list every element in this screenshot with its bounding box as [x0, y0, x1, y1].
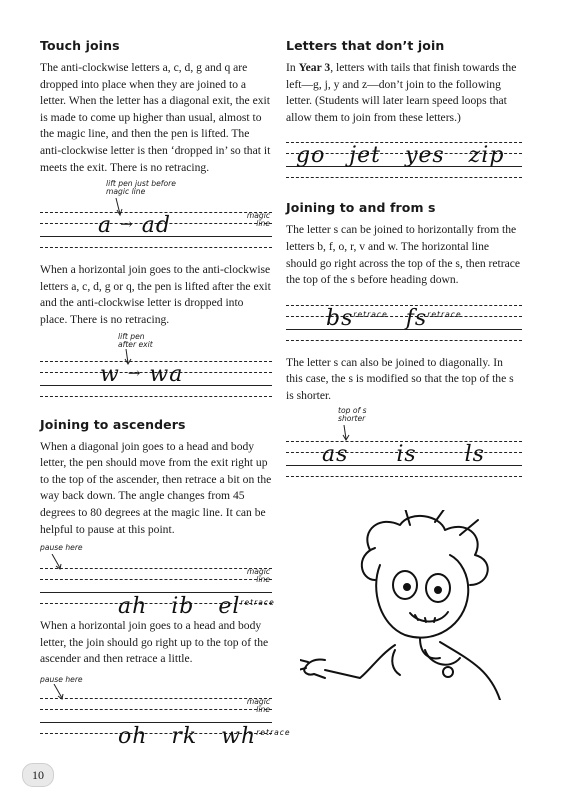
- right-arrow-icon: →: [120, 215, 134, 234]
- rule-line: [286, 340, 522, 341]
- from-s-heading: Joining to and from s: [286, 200, 436, 216]
- left-column: [40, 38, 291, 750]
- dont-join-heading: Letters that don’t join: [286, 38, 445, 53]
- page-number: 10: [22, 763, 54, 787]
- touch-joins-text-2: When a horizontal join goes to the anti-clockwise letters a, c, d, g or q, the pen is lifted after the exit and the anti-clockwise letter is dropped into place. There is no retracing.: [40, 263, 271, 326]
- pause-here-note: pause here: [40, 674, 83, 684]
- pause-here-note: pause here: [40, 543, 83, 553]
- dont-join-example: [286, 136, 522, 180]
- lift-pen-note: lift pen just before magic line: [106, 179, 176, 197]
- cartoon-character-illustration: [300, 510, 530, 700]
- touch-joins-text: The anti-clockwise letters a, c, d, g and q are dropped into place when they are joined to a letter. When the letter has a diagonal exit, the exit is made to come up higher than usual, almost to the magic line, and then the pen is lifted. The anti-clockwise letter is then ‘dropped in’ so that it meets the exit. There is no retracing.: [40, 61, 271, 174]
- retrace-label: retrace: [353, 309, 388, 319]
- from-s-example-1: [286, 299, 522, 343]
- example-letters: [98, 213, 171, 238]
- example-words: [54, 569, 275, 644]
- example-letters: [100, 362, 183, 387]
- retrace-label: retrace: [427, 309, 462, 319]
- touch-joins-section: [40, 38, 272, 399]
- dont-join-text-pre: In: [286, 61, 299, 74]
- magic-line-label: magic line: [246, 211, 270, 229]
- magic-line-label: magic line: [246, 567, 270, 585]
- example-words-text: ah ib el: [117, 594, 241, 620]
- touch-join-example-2: [40, 331, 272, 399]
- right-arrow-icon: →: [127, 363, 142, 382]
- dont-join-text: [286, 60, 522, 126]
- rule-line: [286, 476, 522, 477]
- from-s-example-2: [286, 405, 522, 479]
- example-words-text: oh rk wh: [117, 723, 257, 749]
- rule-line: [40, 247, 272, 248]
- magic-line-label: magic line: [246, 696, 270, 715]
- example-words: go jet yes zip: [296, 143, 505, 169]
- ascenders-heading: Joining to ascenders: [40, 416, 186, 432]
- ascender-example-2: [40, 674, 291, 749]
- example-words: [326, 306, 462, 331]
- right-column: [286, 38, 522, 493]
- ascenders-text: When a diagonal join goes to a head and body letter, the pen should move from the exit right up to the top of the ascender, then retrace a bit on the way back down. The angle changes from 45 degrees to 80 degrees at the magic line. It can be helpful to pause at this point.: [40, 439, 272, 536]
- retrace-label: retrace: [256, 727, 291, 737]
- from-s-text-2: The letter s can also be joined to diagonally. In this case, the s is modified so that the top of the s is shorter.: [286, 355, 514, 402]
- retrace-label: retrace: [240, 598, 275, 608]
- example-bs: bs: [326, 305, 354, 331]
- from-s-section: [286, 200, 522, 478]
- example-fs: fs: [405, 305, 428, 331]
- dont-join-section: [286, 38, 522, 180]
- ascenders-text-2: When a horizontal join goes to a head and body letter, the join should go right up to the top of the ascender and then retrace a little.: [40, 619, 269, 666]
- example-letter-w: w: [100, 361, 120, 387]
- touch-join-example-1: [40, 179, 272, 250]
- example-words: as is ls: [322, 441, 485, 467]
- top-of-s-shorter-note: top of s shorter: [338, 405, 367, 423]
- from-s-text: The letter s can be joined to horizontally from the letters b, f, o, r, v and w. The horizontal line should go right across the top of the s, then retrace the top of the s before heading down.: [286, 223, 521, 287]
- year-3-bold: Year 3: [298, 61, 331, 74]
- example-letters-ad: ad: [141, 213, 171, 239]
- rule-line: [40, 396, 272, 397]
- dont-join-text-post: , letters with tails that finish towards the left—g, j, y and z—don’t join to the following letter. (Students will later learn speed loops that allow them to join from these letters.): [286, 61, 517, 124]
- lift-pen-after-exit-note: lift pen after exit: [118, 331, 153, 349]
- rule-line: [286, 177, 522, 178]
- example-letters-wa: wa: [149, 361, 184, 387]
- ascender-example-1: [40, 543, 275, 620]
- touch-joins-heading: Touch joins: [40, 38, 120, 53]
- example-letter-a: a: [98, 213, 113, 239]
- ascenders-section: [40, 416, 291, 749]
